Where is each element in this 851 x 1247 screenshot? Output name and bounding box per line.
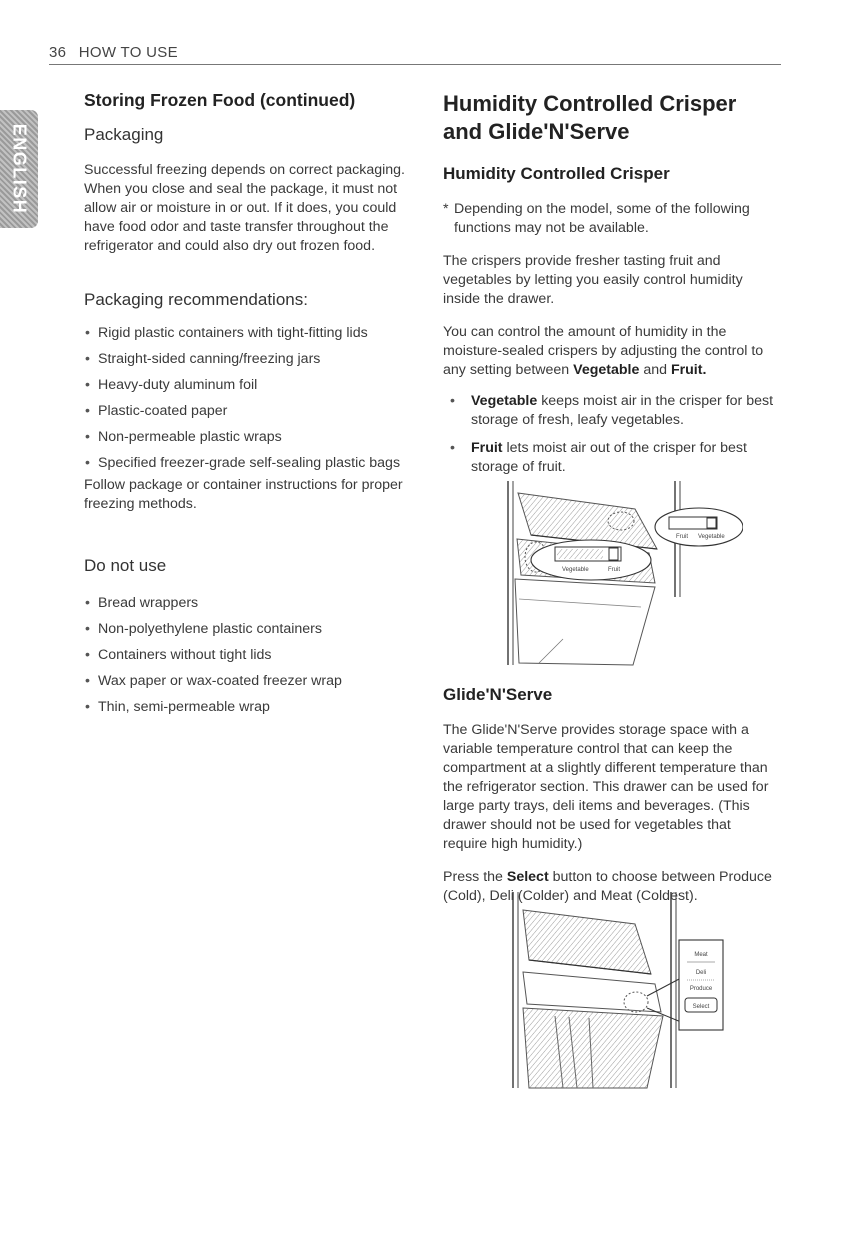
do-not-use-list	[84, 594, 410, 717]
list-item: • Non-permeable plastic wraps	[84, 428, 410, 447]
list-item: • Specified freezer-grade self-sealing plastic bags	[84, 454, 410, 473]
glide-illustration	[443, 892, 743, 1092]
recommendations-heading: Packaging recommendations:	[84, 290, 308, 309]
select-term: Select	[506, 869, 549, 885]
crisper-control-text: You can control the amount of humidity in the moisture-sealed crispers by adjusting the control to any setting between Vegetable and Fruit.	[443, 324, 764, 378]
right-column	[443, 90, 773, 1092]
main-heading: Humidity Controlled Crisper and Glide'N'Serve	[443, 91, 737, 144]
list-item: • Straight-sided canning/freezing jars	[84, 350, 410, 369]
panel-produce: Produce	[689, 986, 713, 992]
lower-callout-left: Vegetable	[562, 567, 589, 573]
page-number: 36	[49, 44, 67, 61]
left-column	[84, 90, 410, 724]
list-item: • Rigid plastic containers with tight-fitting lids	[84, 324, 410, 343]
crisper-intro: The crispers provide fresher tasting fruit and vegetables by letting you easily control humidity inside the drawer.	[443, 253, 743, 307]
upper-callout-right: Vegetable	[698, 534, 725, 540]
availability-note	[443, 200, 773, 238]
page-header	[49, 44, 781, 65]
list-item: • Wax paper or wax-coated freezer wrap	[84, 672, 410, 691]
panel-meat: Meat	[694, 952, 708, 958]
glide-select-text: Press the Select button to choose between Produce (Cold), Deli (Colder) and Meat (Coldest).	[443, 869, 772, 904]
list-item: • Containers without tight lids	[84, 646, 410, 665]
recommendations-footer: Follow package or container instructions for proper freezing methods.	[84, 477, 403, 512]
crisper-illustration	[443, 479, 743, 675]
list-item: • Bread wrappers	[84, 594, 410, 613]
list-item: • Plastic-coated paper	[84, 402, 410, 421]
header-title: HOW TO USE	[78, 44, 178, 61]
vegetable-term: Vegetable	[573, 362, 640, 378]
list-item: • Thin, semi-permeable wrap	[84, 698, 410, 717]
language-tab-label: ENGLISH	[9, 123, 30, 215]
panel-deli: Deli	[695, 970, 707, 976]
language-tab	[0, 110, 38, 228]
do-not-use-heading: Do not use	[84, 556, 167, 575]
fruit-term: Fruit.	[670, 362, 707, 378]
note-asterisk: *	[443, 201, 449, 217]
list-item: • Heavy-duty aluminum foil	[84, 376, 410, 395]
upper-callout-left: Fruit	[676, 534, 688, 540]
glide-heading: Glide'N'Serve	[443, 685, 553, 704]
packaging-body: Successful freezing depends on correct packaging. When you close and seal the package, it must not allow air or moisture in or out. If it does, you could have food odor and taste transfer throughout the refrigerator and could also dry out frozen food.	[84, 162, 405, 254]
note-text: Depending on the model, some of the following functions may not be available.	[454, 201, 750, 236]
glide-body: The Glide'N'Serve provides storage space with a variable temperature control that can keep the compartment at a slightly different temperature than the refrigerator section. This drawer can be used for large party trays, deli items and beverages. (This drawer should not be used for vegetables that require high humidity.)	[443, 722, 769, 852]
select-button-label: Select	[692, 1004, 710, 1010]
recommendations-list	[84, 324, 410, 473]
list-item: • Fruit lets moist air out of the crisper for best storage of fruit.	[449, 439, 773, 477]
crisper-settings-list	[443, 392, 773, 477]
list-item: • Vegetable keeps moist air in the crisper for best storage of fresh, leafy vegetables.	[449, 392, 773, 430]
crisper-heading: Humidity Controlled Crisper	[443, 164, 670, 183]
section-title: Storing Frozen Food (continued)	[84, 90, 356, 110]
packaging-heading: Packaging	[84, 125, 164, 144]
list-item: • Non-polyethylene plastic containers	[84, 620, 410, 639]
lower-callout-right: Fruit	[608, 567, 620, 573]
